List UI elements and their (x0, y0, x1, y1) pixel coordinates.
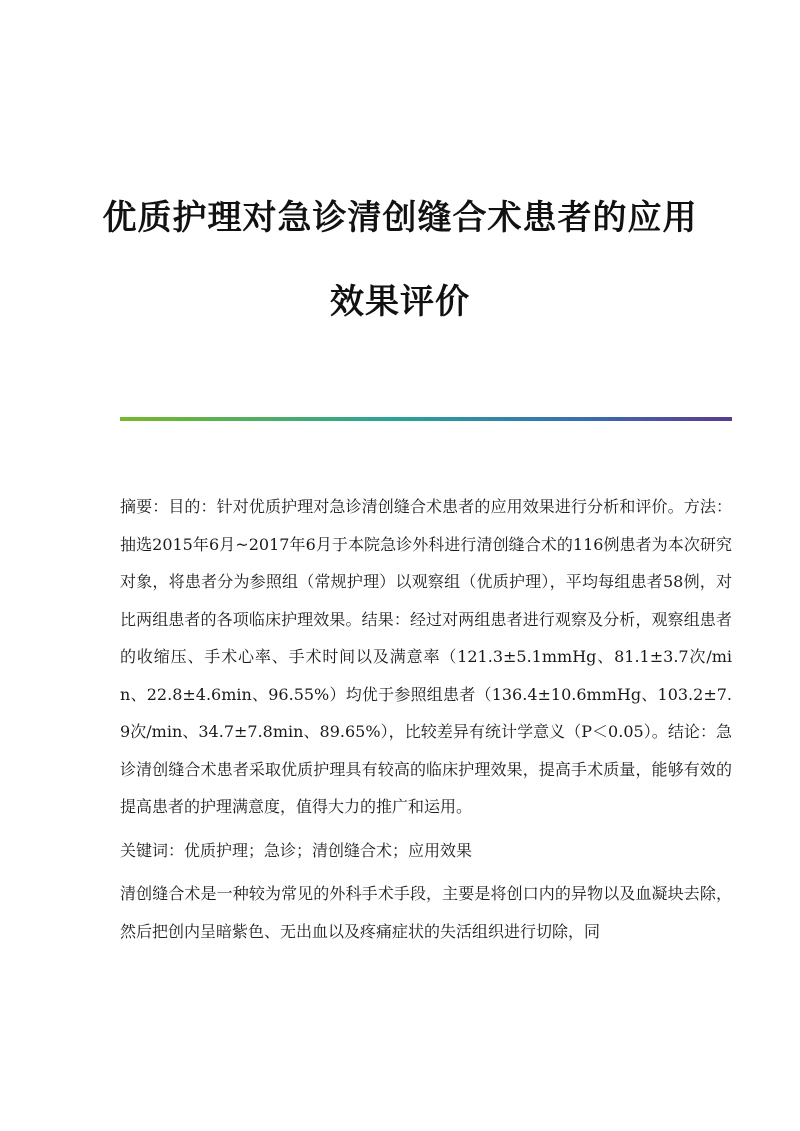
paper-body (120, 488, 732, 950)
keywords-paragraph: 关键词：优质护理；急诊；清创缝合术；应用效果 (120, 840, 473, 860)
abstract-paragraph: 摘要：目的：针对优质护理对急诊清创缝合术患者的应用效果进行分析和评价。方法：抽选2015年6月~2017年6月于本院急诊外科进行清创缝合术的116例患者为本次研究对象，将患者分为参照组（常规护理）以观察组（优质护理），平均每组患者58例，对比两组患者的各项临床护理效果。结果：经过对两组患者进行观察及分析，观察组患者的收缩压、手术心率、手术时间以及满意率（121.3±5.1mmHg、81.1±3.7次/min、22.8±4.6min、96.55%）均优于参照组患者（136.4±10.6mmHg、103.2±7.9次/min、34.7±7.8min、89.65%），比较差异有统计学意义（P＜0.05）。结论：急诊清创缝合术患者采取优质护理具有较高的临床护理效果，提高手术质量，能够有效的提高患者的护理满意度，值得大力的推广和运用。 (120, 497, 732, 816)
paper-title-line-1: 优质护理对急诊清创缝合术患者的应用 (102, 198, 698, 238)
gradient-divider (120, 417, 732, 421)
paper-title-line-2: 效果评价 (330, 282, 470, 322)
intro-paragraph: 清创缝合术是一种较为常见的外科手术手段，主要是将创口内的异物以及血凝块去除，然后把创内呈暗紫色、无出血以及疼痛症状的失活组织进行切除，同 (120, 884, 732, 941)
